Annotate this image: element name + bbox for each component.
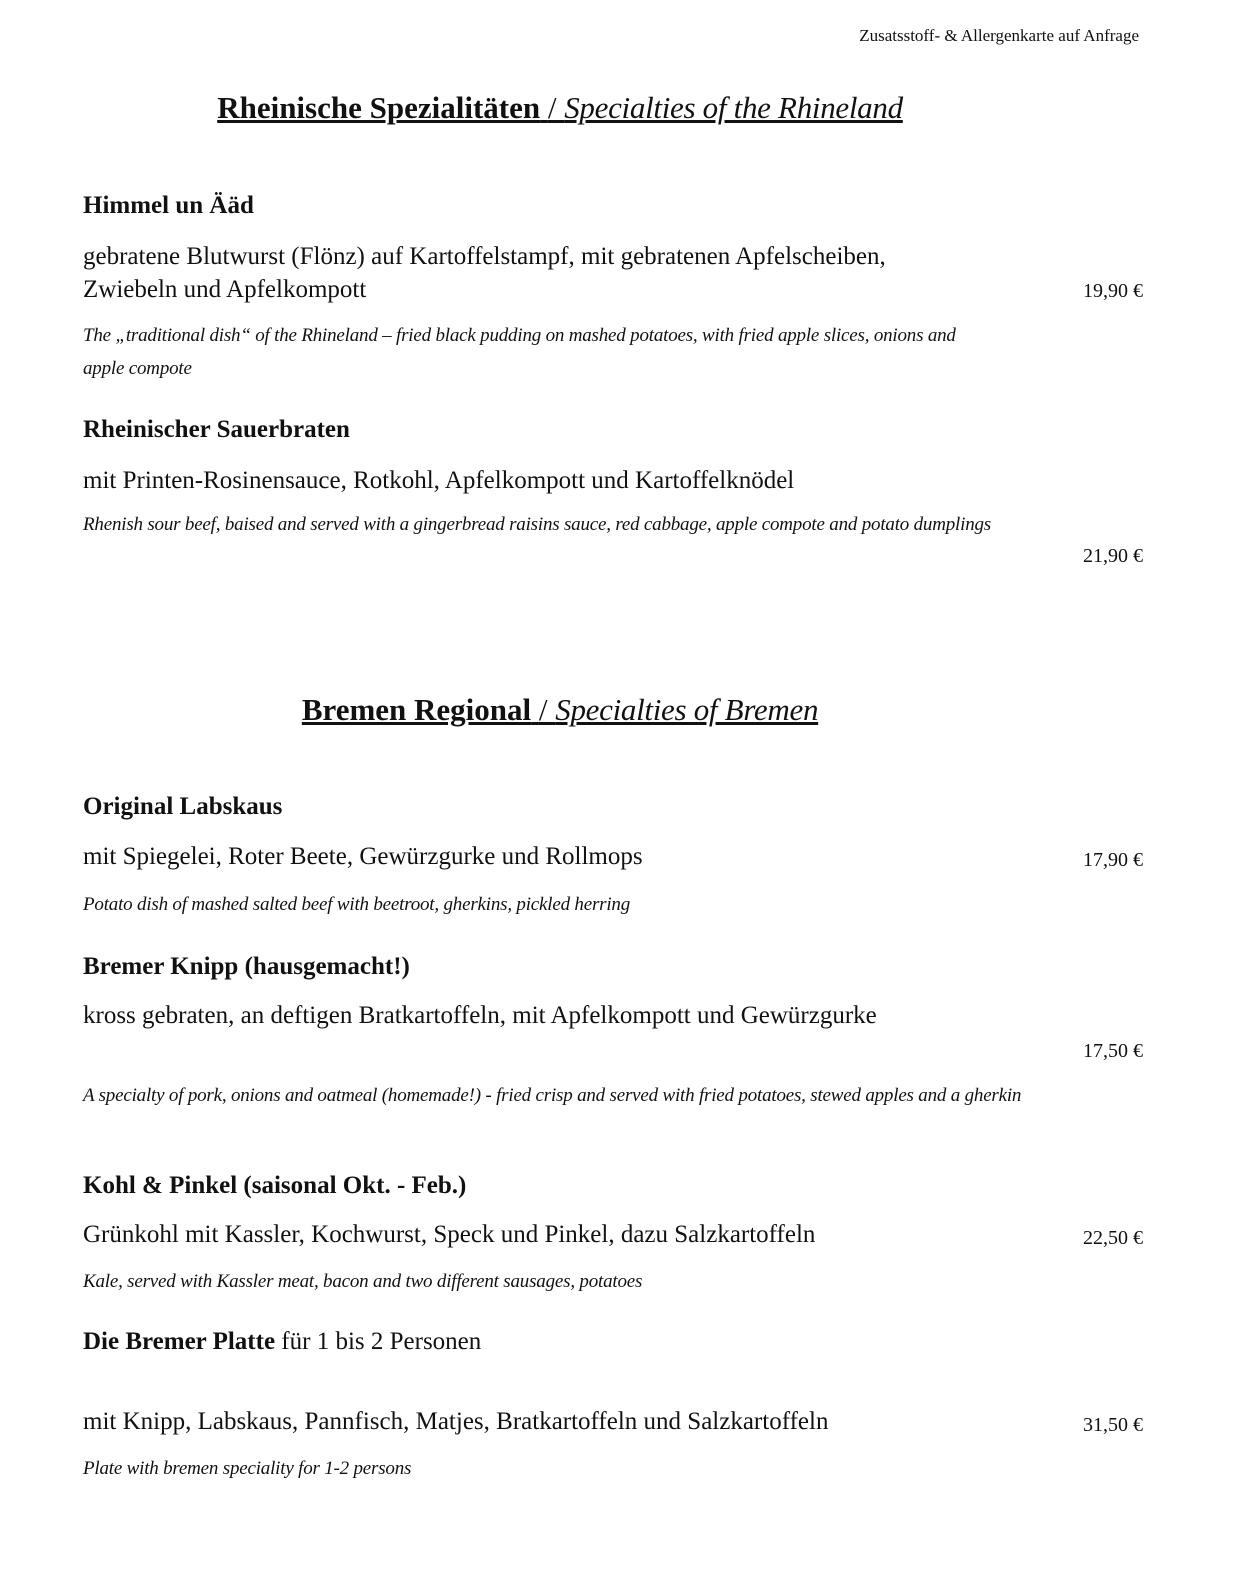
dish-name: Himmel un Ääd (83, 192, 254, 219)
dish-name-main: Die Bremer Platte (83, 1328, 276, 1355)
dish-price: 21,90 € (1083, 545, 1143, 567)
dish-price: 19,90 € (1083, 280, 1143, 302)
dish-description-de: mit Spiegelei, Roter Beete, Gewürzgurke und Rollmops (83, 843, 643, 870)
section-title-de: Bremen Regional (301, 692, 532, 727)
section-title-separator: / (547, 90, 557, 125)
section-title-en: Specialties of Bremen (555, 692, 819, 727)
dish-name (83, 1328, 481, 1356)
dish-description-en: The „traditional dish“ of the Rhineland – fried black pudding on mashed potatoes, with fried apple slices, onions and apple compote (83, 325, 956, 379)
section-title-rhineland (0, 90, 1120, 126)
dish-price: 17,90 € (1083, 849, 1143, 871)
section-title-de: Rheinische Spezialitäten (217, 90, 541, 125)
dish-name: Original Labskaus (83, 793, 283, 820)
dish-description-de: mit Knipp, Labskaus, Pannfisch, Matjes, Bratkartoffeln und Salzkartoffeln (83, 1408, 829, 1435)
dish-description-de: kross gebraten, an deftigen Bratkartoffeln, mit Apfelkompott und Gewürzgurke (83, 1002, 877, 1029)
dish-name: Rheinischer Sauerbraten (83, 416, 350, 443)
dish-description-de: Grünkohl mit Kassler, Kochwurst, Speck und Pinkel, dazu Salzkartoffeln (83, 1221, 816, 1248)
dish-description-de: gebratene Blutwurst (Flönz) auf Kartoffelstampf, mit gebratenen Apfelscheiben, Zwiebeln und Apfelkompott (83, 243, 886, 303)
dish-description-de: mit Printen-Rosinensauce, Rotkohl, Apfelkompott und Kartoffelknödel (83, 467, 795, 494)
section-title-bremen (0, 692, 1120, 728)
dish-description-en: Plate with bremen speciality for 1-2 persons (83, 1458, 412, 1479)
dish-description-en: Potato dish of mashed salted beef with beetroot, gherkins, pickled herring (83, 894, 631, 915)
dish-description-en: A specialty of pork, onions and oatmeal (homemade!) - fried crisp and served with fried potatoes, stewed apples and a gherkin (83, 1085, 1022, 1106)
dish-description-en: Kale, served with Kassler meat, bacon and two different sausages, potatoes (83, 1271, 643, 1292)
dish-name: Kohl & Pinkel (saisonal Okt. - Feb.) (83, 1172, 467, 1199)
dish-price: 31,50 € (1083, 1414, 1143, 1436)
dish-name-suffix: für 1 bis 2 Personen (275, 1328, 482, 1355)
section-title-separator: / (538, 692, 548, 727)
section-title-en: Specialties of the Rhineland (564, 90, 903, 125)
dish-price: 17,50 € (1083, 1040, 1143, 1062)
dish-description-en: Rhenish sour beef, baised and served with a gingerbread raisins sauce, red cabbage, apple compote and potato dumplings (83, 514, 991, 535)
allergen-note: Zusatsstoff- & Allergenkarte auf Anfrage (859, 26, 1139, 45)
dish-price: 22,50 € (1083, 1227, 1143, 1249)
dish-name: Bremer Knipp (hausgemacht!) (83, 953, 410, 980)
